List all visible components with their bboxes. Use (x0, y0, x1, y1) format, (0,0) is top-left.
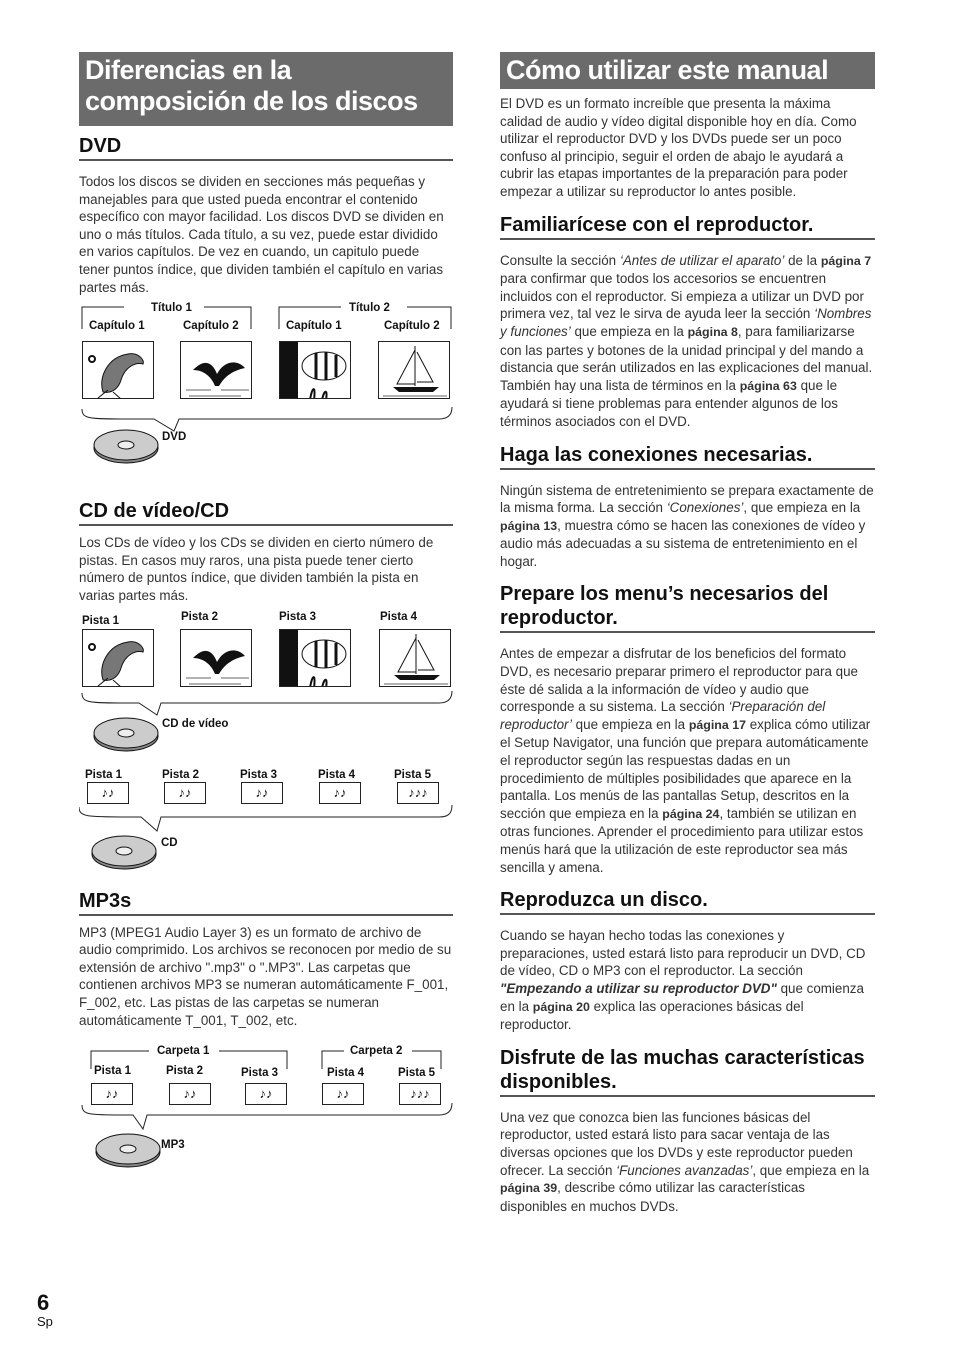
connections-heading: Haga las conexiones necesarias. (500, 443, 875, 470)
music-note-icon: ♪♪ (164, 782, 206, 804)
mp3-disc-icon (94, 1131, 162, 1169)
mp3-track-1: Pista 1 (94, 1065, 132, 1078)
whale-tail-icon (180, 341, 252, 399)
cd-track-2: Pista 2 (162, 768, 200, 781)
music-note-icon: ♪♪♪ (397, 782, 439, 804)
section-connections (500, 443, 875, 571)
mp3-track-2: Pista 2 (166, 1065, 204, 1078)
dvd-heading: DVD (79, 134, 453, 161)
fish-icon (279, 341, 351, 399)
cd-track-3: Pista 3 (240, 768, 278, 781)
vcd-track-2: Pista 2 (181, 610, 219, 623)
music-note-icon: ♪♪ (241, 782, 283, 804)
section-play (500, 888, 875, 1034)
dvd-figure (79, 299, 453, 469)
mp3-section (79, 889, 453, 1178)
dvd-title-2: Título 2 (349, 302, 390, 315)
dvd-chapter-1b: Capítulo 1 (286, 320, 342, 333)
page-language: Sp (37, 1314, 53, 1329)
right-banner-title: Cómo utilizar este manual (500, 52, 875, 89)
dvd-chapter-1a: Capítulo 1 (89, 320, 145, 333)
music-note-icon: ♪♪ (91, 1083, 133, 1105)
dvd-text: Todos los discos se dividen en secciones más pequeñas y manejables para que usted pueda encontrar el contenido específico con mayor facilidad. Los discos DVD se dividen en uno o más títulos. Cada título, a su vez, puede estar dividido en varios capítulos. De vez en cuando, un capitulo puede tener puntos índice, que dividen también el capítulo en varias partes más. (79, 174, 444, 295)
play-heading: Reproduzca un disco. (500, 888, 875, 915)
dolphin-icon (82, 341, 154, 399)
dvd-chapter-2b: Capítulo 2 (384, 320, 440, 333)
vcd-track-4: Pista 4 (380, 610, 418, 623)
vcd-disc-label: CD de vídeo (162, 717, 229, 730)
music-note-icon: ♪♪ (245, 1083, 287, 1105)
dvd-disc-icon (92, 427, 160, 465)
mp3-folder-2: Carpeta 2 (350, 1045, 403, 1058)
menus-text: Antes de empezar a disfrutar de los beneficios del formato DVD, es necesario preparar primero el reproductor para que éste dé salida a la información de vídeo y audio que corresponde a su sistema. La sección ‘Preparación del reproductor’ que empieza en la página 17 explica cómo utilizar el Setup Navigator, una función que prepara automáticamente el reproductor según las respuestas dadas en un procedimiento de múltiples posibilidades que aparece en la pantalla. Los menús de las pantallas Setup, descritos en la sección que empieza en la página 24, también se utilizan en otras funciones. Aprender el procedimiento para utilizar estos menús hará que la utilización de este reproductor sea más sencilla y amena. (500, 646, 871, 875)
sailboat-icon (378, 341, 450, 399)
cd-track-4: Pista 4 (318, 768, 356, 781)
features-heading: Disfrute de las muchas características disponibles. (500, 1046, 875, 1097)
vcd-text: Los CDs de vídeo y los CDs se dividen en cierto número de pistas. En casos muy raros, una pista puede tener cierto número de puntos índice, que dividen también la pista en varias partes más. (79, 535, 434, 603)
connections-text: Ningún sistema de entretenimiento se prepara exactamente de la misma forma. La sección ‘Conexiones’, que empieza en la página 13, muestra cómo se hacen las conexiones de vídeo y audio más adecuadas a su sistema de entretenimiento en el hogar. (500, 482, 874, 569)
familiarize-text: Consulte la sección ‘Antes de utilizar el aparato’ de la página 7 para confirmar que todos los accesorios se encuentren incluidos con el reproductor. Si empieza a utilizar un DVD por primera vez, tal vez le sirva de ayuda leer la sección ‘Nombres y funciones’ que empieza en la página 8, para familiarizarse con las partes y botones de la unidad principal y del mando a distancia que serán utilizados en las explicaciones del manual. También hay una lista de términos en la página 63 que le ayudará si tiene problemas para entender algunos de los términos asociados con el DVD. (500, 252, 873, 429)
music-note-icon: ♪♪ (169, 1083, 211, 1105)
vcd-section (79, 499, 453, 888)
vcd-track-3: Pista 3 (279, 610, 317, 623)
play-text: Cuando se hayan hecho todas las conexiones y preparaciones, usted estará listo para reproducir un DVD, CD de vídeo, CD o MP3 con el reproductor. La sección "Empezando a utilizar su reproductor DVD" que comienza en la página 20 explica las operaciones básicas del reproductor. (500, 928, 866, 1033)
mp3-track-5: Pista 5 (398, 1067, 436, 1080)
cd-disc-icon (90, 833, 158, 871)
mp3-heading: MP3s (79, 889, 453, 916)
page-number: 6 (37, 1290, 50, 1315)
vcd-disc-icon (92, 715, 160, 753)
music-note-icon: ♪♪ (319, 782, 361, 804)
cd-bracket-line (79, 769, 453, 889)
section-features (500, 1046, 875, 1216)
vcd-heading: CD de vídeo/CD (79, 499, 453, 526)
mp3-folder-1: Carpeta 1 (157, 1045, 210, 1058)
dvd-chapter-2a: Capítulo 2 (183, 320, 239, 333)
section-menus (500, 582, 875, 876)
left-banner-title: Diferencias en la composición de los discos (79, 52, 453, 126)
dvd-section (79, 134, 453, 469)
vcd-track-1: Pista 1 (82, 614, 120, 627)
dvd-title-1: Título 1 (151, 302, 192, 315)
music-note-icon: ♪♪ (87, 782, 129, 804)
cd-disc-label: CD (161, 836, 178, 849)
intro-text: El DVD es un formato increíble que presenta la máxima calidad de audio y vídeo digital disponible hoy en día. Como utilizar el reproductor DVD y los DVDs puede ser un poco confuso al principio, seguir el orden de abajo le ayudará a cubrir las etapas importantes de la preparación para poder empezar a utilizar su reproductor lo antes posible. (500, 96, 857, 199)
section-familiarize (500, 213, 875, 431)
cd-figure (79, 769, 453, 889)
cd-track-1: Pista 1 (85, 768, 123, 781)
features-text: Una vez que conozca bien las funciones básicas del reproductor, usted estará listo para sacar ventaja de las diversas opciones que los DVDs y este reproductor pueden ofrecer. La sección ‘Funciones avanzadas’, que empieza en la página 39, describe cómo utilizar las características disponibles en muchos DVDs. (500, 1109, 870, 1214)
dvd-disc-label: DVD (162, 431, 187, 444)
music-note-icon: ♪♪ (322, 1083, 364, 1105)
mp3-text: MP3 (MPEG1 Audio Layer 3) es un formato de archivo de audio comprimido. Los archivos se reconocen por medio de su extensión de archivo ".mp3" o ".MP3". Las carpetas que contienen archivos MP3 se numeran automáticamente F_001, F_002, etc. Las pistas de las carpetas se numeran automáticamente T_001, T_002, etc. (79, 924, 452, 1028)
mp3-track-3: Pista 3 (241, 1067, 279, 1080)
left-column (79, 52, 453, 1177)
vcd-figure (79, 611, 453, 759)
music-note-icon: ♪♪♪ (399, 1083, 441, 1105)
mp3-figure (79, 1037, 453, 1177)
familiarize-heading: Familiarícese con el reproductor. (500, 213, 875, 240)
right-column (500, 52, 875, 1215)
menus-heading: Prepare los menu’s necesarios del reproductor. (500, 582, 875, 633)
mp3-disc-label: MP3 (161, 1139, 185, 1152)
cd-track-5: Pista 5 (394, 768, 432, 781)
mp3-track-4: Pista 4 (327, 1067, 365, 1080)
